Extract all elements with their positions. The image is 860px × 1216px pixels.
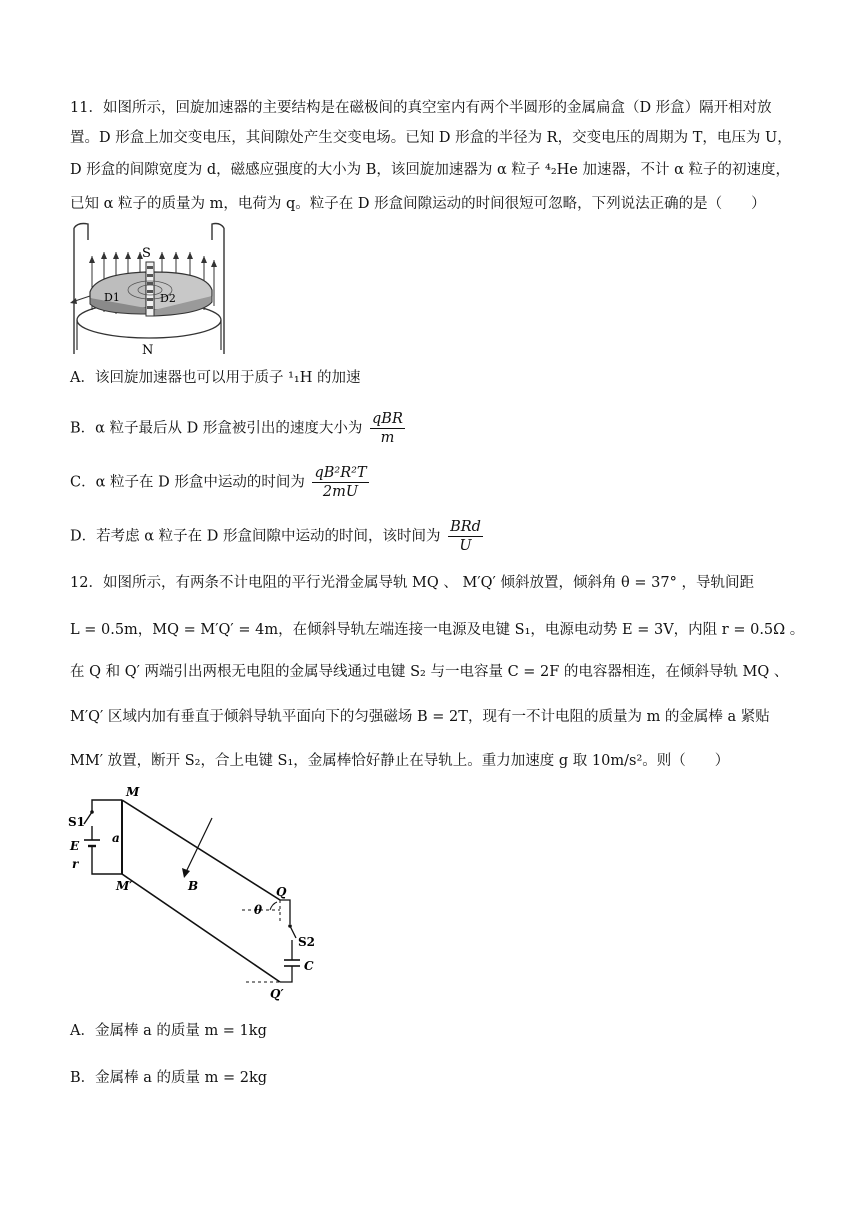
- inclined-rails-figure: [66, 784, 334, 1006]
- label-theta: θ: [254, 903, 263, 917]
- q12-line-4: M′Q′ 区域内加有垂直于倾斜导轨平面向下的匀强磁场 B = 2T，现有一不计电阻的质量为 m 的金属棒 a 紧贴: [70, 709, 770, 725]
- q11-line-3: D 形盒的间隙宽度为 d，磁感应强度的大小为 B，该回旋加速器为 α 粒子 ⁴₂He 加速器，不计 α 粒子的初速度，: [70, 162, 790, 178]
- q11-option-c-denominator: 2mU: [322, 484, 359, 500]
- q12-line-2: L = 0.5m，MQ = M′Q′ = 4m，在倾斜导轨左端连接一电源及电键 S₁，电源电动势 E = 3V，内阻 r = 0.5Ω 。: [70, 622, 805, 638]
- q12-line-5: MM′ 放置，断开 S₂，合上电键 S₁，金属棒恰好静止在导轨上。重力加速度 g 取 10m/s²。则（ ）: [70, 753, 730, 769]
- cyclotron-figure: [66, 222, 234, 358]
- label-q: Q: [276, 885, 287, 899]
- q12-option-b[interactable]: B．金属棒 a 的质量 m = 2kg: [70, 1070, 268, 1086]
- q11-option-d[interactable]: [70, 518, 483, 555]
- q11-option-d-fraction: [448, 518, 483, 555]
- label-e: E: [70, 839, 80, 853]
- pole-label-n: N: [142, 343, 154, 358]
- q11-option-b-numerator: qBR: [372, 411, 403, 427]
- label-m-prime: M′: [116, 879, 133, 893]
- q11-option-d-numerator: BRd: [450, 519, 481, 535]
- q11-option-b-text: B．α 粒子最后从 D 形盒被引出的速度大小为: [70, 420, 363, 437]
- q11-option-d-text: D．若考虑 α 粒子在 D 形盒间隙中运动的时间，该时间为: [70, 528, 441, 545]
- q11-line-1: 11．如图所示，回旋加速器的主要结构是在磁极间的真空室内有两个半圆形的金属扁盒（D 形盒）隔开相对放: [70, 100, 772, 116]
- q11-option-c[interactable]: [70, 464, 369, 501]
- q12-line-1: 12．如图所示，有两条不计电阻的平行光滑金属导轨 MQ 、 M′Q′ 倾斜放置，倾斜角 θ = 37° ，导轨间距: [70, 575, 754, 591]
- q11-line-2: 置。D 形盒上加交变电压，其间隙处产生交变电场。已知 D 形盒的半径为 R，交变电压的周期为 T，电压为 U，: [70, 130, 792, 146]
- q11-option-d-denominator: U: [459, 538, 472, 554]
- q11-option-b-fraction: [370, 410, 405, 447]
- pole-label-s: S: [142, 246, 151, 261]
- label-q-prime: Q′: [270, 987, 284, 1001]
- q11-option-c-text: C．α 粒子在 D 形盒中运动的时间为: [70, 474, 305, 491]
- q12-line-3: 在 Q 和 Q′ 两端引出两根无电阻的金属导线通过电键 S₂ 与一电容量 C = 2F 的电容器相连，在倾斜导轨 MQ 、: [70, 664, 789, 680]
- label-s2: S2: [298, 935, 316, 949]
- q11-line-4: 已知 α 粒子的质量为 m，电荷为 q。粒子在 D 形盒间隙运动的时间很短可忽略，下列说法正确的是（ ）: [70, 196, 766, 212]
- label-b: B: [188, 879, 199, 893]
- label-m: M: [126, 785, 140, 799]
- q11-option-b-denominator: m: [380, 430, 395, 446]
- q11-option-b[interactable]: [70, 410, 405, 447]
- d2-label: D2: [160, 292, 176, 305]
- d1-label: D1: [104, 291, 120, 304]
- label-r: r: [72, 857, 79, 871]
- q11-option-c-fraction: [312, 464, 368, 501]
- q11-option-c-numerator: qB²R²T: [314, 465, 367, 481]
- label-a: a: [112, 831, 120, 845]
- q11-option-a[interactable]: A．该回旋加速器也可以用于质子 ¹₁H 的加速: [70, 370, 361, 386]
- label-c: C: [304, 959, 314, 973]
- q12-option-a[interactable]: A．金属棒 a 的质量 m = 1kg: [70, 1023, 267, 1039]
- label-s1: S1: [68, 815, 86, 829]
